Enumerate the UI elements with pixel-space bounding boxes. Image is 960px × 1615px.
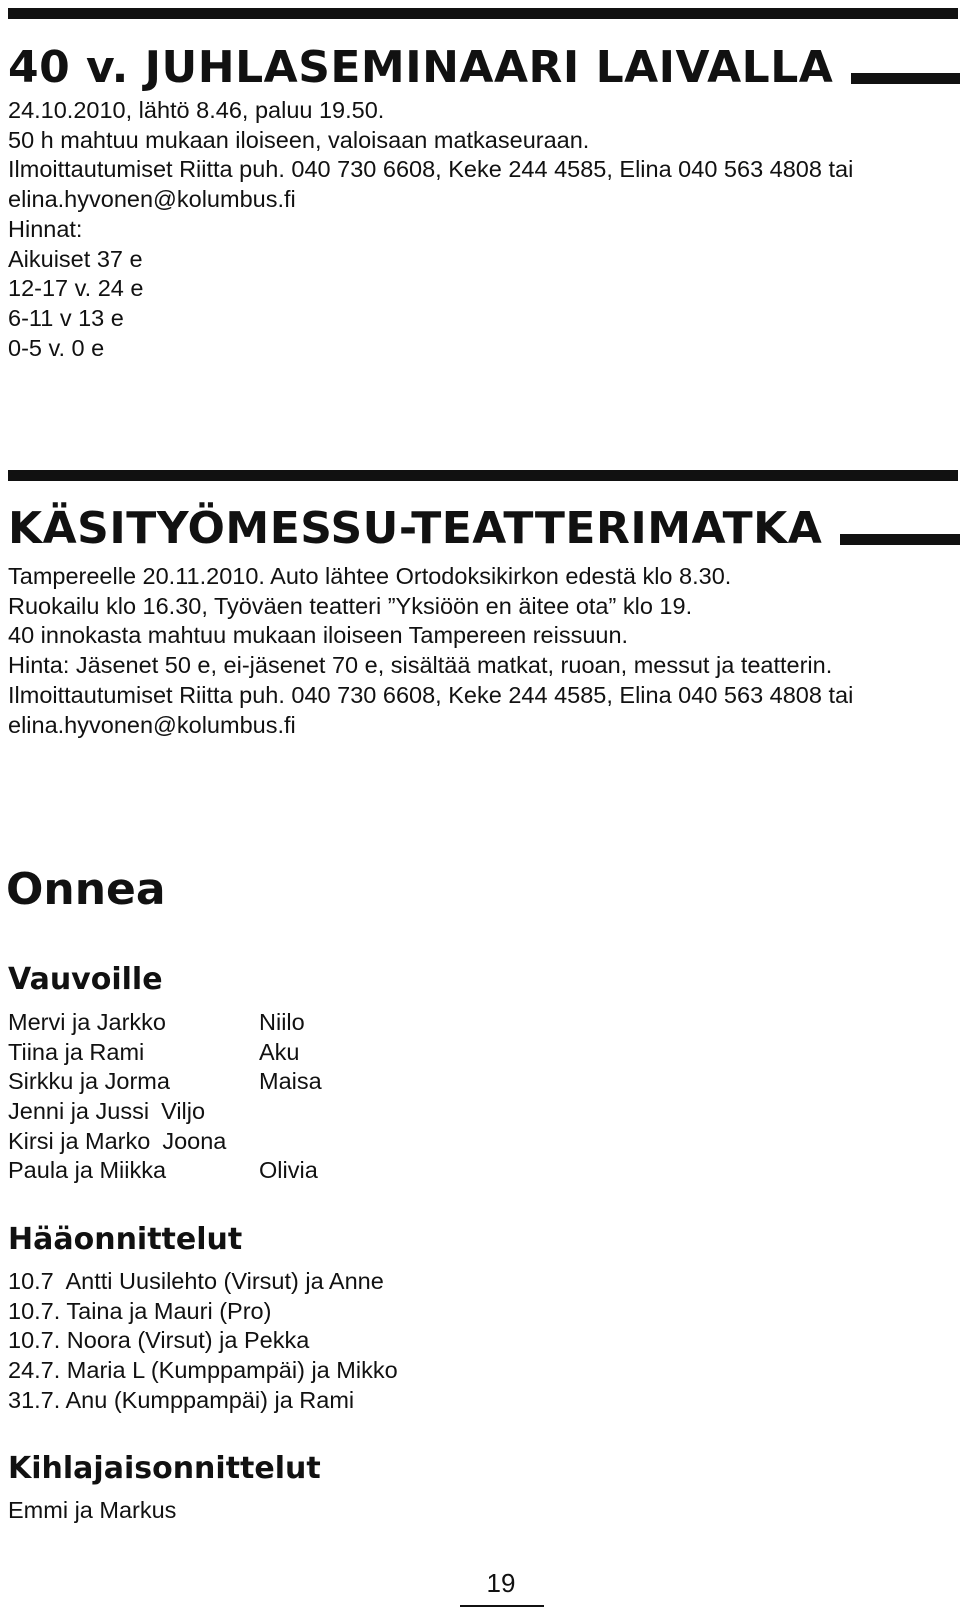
parents-name: Tiina ja Rami [8, 1038, 145, 1065]
list-item: 31.7. Anu (Kumppampäi) ja Rami [8, 1386, 355, 1413]
list-item: 24.7. Maria L (Kumppampäi) ja Mikko [8, 1357, 398, 1384]
parents-name: Mervi ja Jarkko [8, 1009, 167, 1035]
list-item: 10.7. Taina ja Mauri (Pro) [8, 1297, 272, 1324]
detail-line: Hinnat: [8, 215, 83, 242]
detail-line: Tampereelle 20.11.2010. Auto lähtee Ortodoksikirkon edestä klo 8.30. [8, 563, 732, 589]
child-name: Niilo [259, 1009, 305, 1035]
email-line: elina.hyvonen@kolumbus.fi [8, 711, 296, 738]
parents-name: Kirsi ja Marko [8, 1127, 151, 1154]
title-underline-bar [840, 534, 960, 545]
page-number-underline [460, 1605, 544, 1607]
child-name: Aku [259, 1038, 300, 1065]
section-title-cruise-seminar: 40 v. JUHLASEMINAARI LAIVALLA [8, 42, 960, 93]
price-line: Aikuiset 37 e [8, 245, 143, 272]
list-item [8, 1067, 408, 1097]
babies-heading: Vauvoille [8, 962, 163, 997]
detail-line: Ilmoittautumiset Riitta puh. 040 730 6608, Keke 244 4585, Elina 040 563 4808 tai [8, 681, 854, 708]
detail-line: Ilmoittautumiset Riitta puh. 040 730 6608, Keke 244 4585, Elina 040 563 4808 tai [8, 156, 854, 183]
parents-name: Jenni ja Jussi [8, 1098, 150, 1125]
price-line: 6-11 v 13 e [8, 304, 124, 331]
section-rule [8, 470, 958, 481]
detail-line: 24.10.2010, lähtö 8.46, paluu 19.50. [8, 97, 385, 123]
weddings-list [8, 1267, 398, 1416]
email-line: elina.hyvonen@kolumbus.fi [8, 186, 296, 213]
child-name: Joona [162, 1127, 227, 1154]
child-name: Maisa [259, 1068, 322, 1095]
list-item [8, 1127, 408, 1157]
list-item: Emmi ja Markus [8, 1497, 177, 1523]
title-underline-bar [851, 73, 960, 84]
list-item [8, 1156, 408, 1186]
cruise-seminar-details [8, 96, 853, 363]
list-item [8, 1038, 408, 1068]
engagements-heading: Kihlajaisonnittelut [8, 1451, 321, 1486]
babies-list [8, 1008, 408, 1186]
weddings-heading: Hääonnittelut [8, 1222, 243, 1257]
parents-name: Paula ja Miikka [8, 1157, 167, 1184]
section-title-theatre-trip: KÄSITYÖMESSU-TEATTERIMATKA [8, 503, 960, 554]
detail-line: Hinta: Jäsenet 50 e, ei-jäsenet 70 e, sisältää matkat, ruoan, messut ja teatterin. [8, 652, 833, 679]
price-line: 0-5 v. 0 e [8, 334, 105, 361]
detail-line: Ruokailu klo 16.30, Työväen teatteri ”Yksiöön en äitee ota” klo 19. [8, 592, 693, 619]
parents-name: Sirkku ja Jorma [8, 1068, 170, 1095]
engagements-list [8, 1496, 176, 1526]
list-item: 10.7 Antti Uusilehto (Virsut) ja Anne [8, 1268, 384, 1294]
theatre-trip-details [8, 562, 853, 740]
list-item: 10.7. Noora (Virsut) ja Pekka [8, 1327, 310, 1354]
top-rule [8, 8, 958, 19]
detail-line: 40 innokasta mahtuu mukaan iloiseen Tampereen reissuun. [8, 622, 629, 649]
child-name: Viljo [161, 1098, 206, 1125]
list-item [8, 1097, 408, 1127]
congratulations-title: Onnea [6, 864, 166, 915]
price-line: 12-17 v. 24 e [8, 275, 144, 302]
child-name: Olivia [259, 1157, 318, 1184]
detail-line: 50 h mahtuu mukaan iloiseen, valoisaan matkaseuraan. [8, 126, 590, 153]
page-number: 19 [486, 1568, 516, 1598]
list-item [8, 1008, 408, 1038]
